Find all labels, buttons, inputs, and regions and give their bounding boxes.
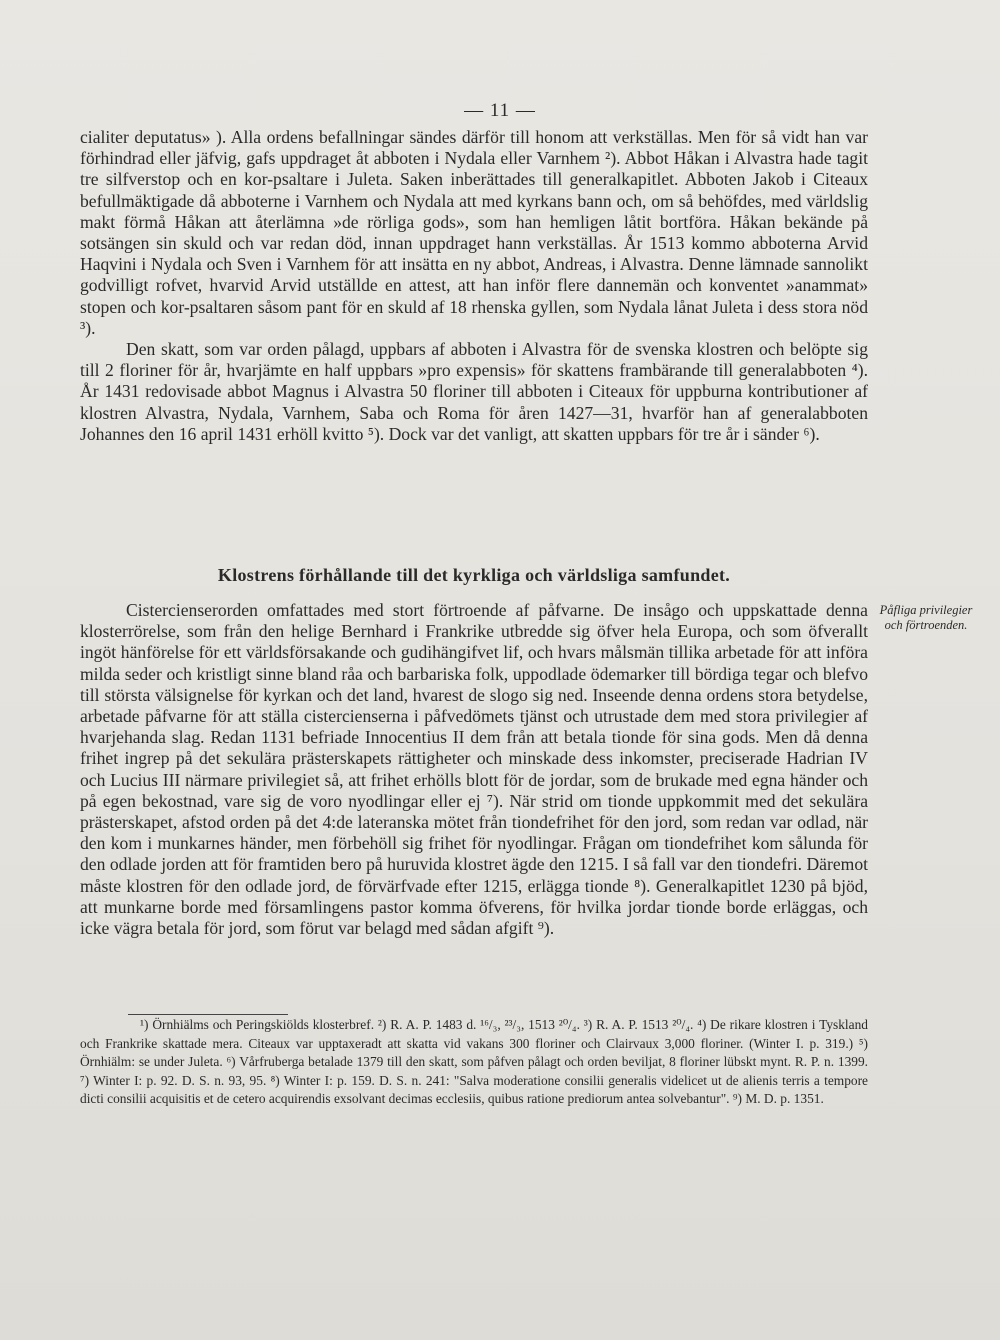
section-1-body	[80, 127, 868, 445]
paragraph: Cistercienserorden omfattades med stort förtroende af påfvarne. De insågo och uppskattade denna klosterrörelse, som från den helige Bernhard i Frankrike utbredde sig öfver hela Europa, och som öfverallt ingöt hänförelse för ett världsförsakande och gudihängifvet lif, och hvars målsmän tillika arbetade för att införa milda seder och kristligt sinne bland råa och barbariska folk, uppodlade ödemarker till bördiga tegar och blefvo till största välsignelse för kyrkan och det land, hvarest de slogo sig ned. Inseende denna ordens stora betydelse, arbetade påfvarne för att ställa cistercienserna i påfvedömets tjänst och utrustade dem med stora privilegier af hvarjehanda slag. Redan 1131 befriade Innocentius II dem från att betala tionde för sina gods. Men då denna frihet ingrep på det sekulära prästerskapets rättigheter och minskade dess inkomster, preciserade Hadrian IV och Lucius III närmare privilegiet så, att frihet erhölls blott för de jordar, som de brukade med egna händer och på egen bekostnad, vare sig de voro nyodlingar eller ej ⁷). När strid om tionde uppkommit med det sekulära prästerskapet, afstod orden på det 4:de lateranska mötet från tiondefrihet för den jord, som redan var odlad, när den kom i munkarnes händer, men förbehöll sig frihet för nyodlingar. Frågan om tiondefrihet kom sålunda för den odlade jorden att för framtiden bero på huruvida klostret ägde den 1215. I så fall var den tiondefri. Däremot måste klostren för den odlade jord, de förvärfvade efter 1215, erlägga tionde ⁸). Generalkapitlet 1230 på bjöd, att munkarne borde med församlingens pastor komma öfverens, för hvilka jordar tionde borde erläggas, och icke vägra betala för jord, som förut var belagd med sådan afgift ⁹).	[80, 600, 868, 939]
footnote-divider	[128, 1014, 288, 1015]
paragraph: Den skatt, som var orden pålagd, uppbars af abboten i Alvastra för de svenska klostren och belöpte sig till 2 floriner för år, hvarjämte en half uppbars »pro expensis» för skattens frambärande till generalabboten ⁴). År 1431 redovisade abbot Magnus i Alvastra 50 floriner till abboten i Citeaux för uppburna kontributioner af klostren Alvastra, Nydala, Varnhem, Saba och Roma för åren 1427—31, hvarför han af generalabboten Johannes den 16 april 1431 erhöll kvitto ⁵). Dock var det vanligt, att skatten uppbars för tre år i sänder ⁶).	[80, 339, 868, 444]
footnotes	[80, 1016, 868, 1109]
section-2-body	[80, 600, 868, 939]
page-number: — 11 —	[464, 100, 536, 121]
section-heading: Klostrens förhållande till det kyrkliga och världsliga samfundet.	[217, 565, 731, 585]
footnote-text: ¹) Örnhiälms och Peringskiölds klosterbref. ²) R. A. P. 1483 d. ¹⁶/₃, ²³/₃, 1513 ²⁰/₄. ³) R. A. P. 1513 ²⁰/₄. ⁴) De rikare klostren i Tyskland och Frankrike skattade mera. Citeaux var upptaxeradt att skatta vid vakans 300 floriner och Clairvaux 3,000 floriner. (Winter I. p. 319.) ⁵) Örnhiälm: se under Juleta. ⁶) Vårfruberga betalade 1379 till den skatt, som påfven pålagt och orden beviljat, 8 floriner lübskt mynt. R. P. n. 1399. ⁷) Winter I: p. 92. D. S. n. 93, 95. ⁸) Winter I: p. 159. D. S. n. 241: "Salva moderatione consilii generalis videlicet ut de alienis terris a tempore dicti consilii acquisitis et de cetero acquirendis exsolvant decimas ecclesiis, quibus ratione prediorum antea solvebantur". ⁹) M. D. p. 1351.	[80, 1017, 868, 1107]
margin-note: Påfliga privilegier och förtroenden.	[879, 603, 973, 632]
paragraph: cialiter deputatus» ). Alla ordens befallningar sändes därför till honom att verkställas. Men för så vidt han var förhindrad eller jäfvig, gafs uppdraget åt abboten i Nydala eller Varnhem ²). Abbot Håkan i Alvastra hade tagit tre silfverstop och en kor-psaltare i Juleta. Saken inberättades till generalkapitlet. Abboten Jakob i Citeaux befullmäktigade då abboterne i Varnhem och Nydala att med kyrkans bann och, om så behöfdes, med världslig makt förmå Håkan att återlämna »de rörliga gods», som han hemligen låtit bortföra. Håkan bekände på sotsängen sin skuld och var redan död, innan uppdraget hann verkställas. År 1513 kommo abboterna Arvid Haqvini i Nydala och Sven i Varnhem för att insätta en ny abbot, Andreas, i Alvastra. Denne lämnade sannolikt godvilligt rofvet, hvarvid Arvid utställde en attest, att han inför flere dannemän och konventet »anammat» stopen och kor-psaltaren såsom pant för en skuld af 18 rhenska gyllen, som Nydala lånat Juleta i dess stora nöd ³).	[80, 127, 868, 338]
